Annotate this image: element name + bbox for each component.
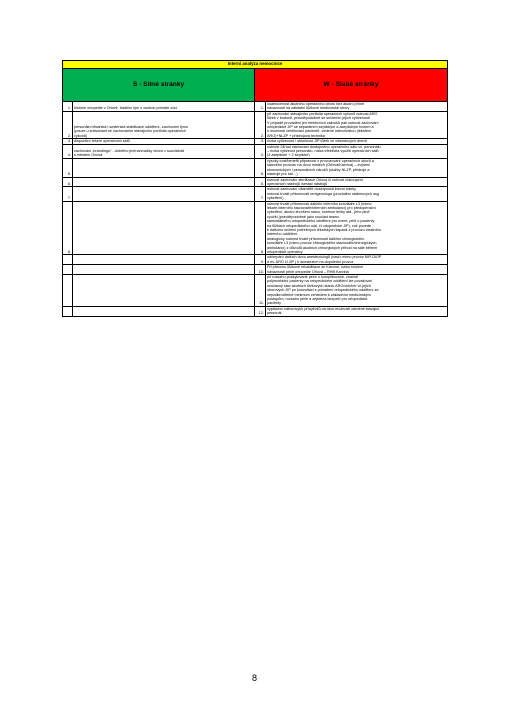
strength-number <box>63 275 73 307</box>
table-row <box>63 158 448 177</box>
page-number: 8 <box>251 673 257 683</box>
weakness-line: při rozsahu poskytované péče o komplikované, značně <box>267 275 359 280</box>
weakness-line: personál <box>267 311 282 316</box>
weakness-line: operačních nástrojů /sestav nástrojů <box>267 181 328 186</box>
strength-number: 3. <box>63 139 73 144</box>
weakness-number: 10. <box>255 265 266 275</box>
weakness-line: návaznosti na základní lůžkové medicínské obory <box>267 106 350 111</box>
weakness-text <box>266 111 448 138</box>
weakness-line: pacienty <box>267 301 281 306</box>
strength-text <box>73 158 255 177</box>
strength-number: 5. <box>63 158 73 177</box>
strength-line: historie ortopedie v Orlové, tradiční tým s osobou primáře odd. <box>74 106 178 111</box>
weakness-line: postupům, rozsahu péče a zejména bezpečí pro ortopedické <box>267 297 368 302</box>
weakness-line: analogicky nutnost trvalé přítomnosti dalšího chirurgického <box>267 236 365 241</box>
weakness-line: s možností ventilování pacientů -vedené intenzivistou (lékařem <box>267 129 372 134</box>
weakness-text <box>266 265 448 275</box>
strength-text <box>73 265 255 275</box>
weakness-line: ekonomických i personálních nároků (služby NLZP, přístroje a <box>267 167 370 172</box>
strength-line: (pouze u subvariant se zachováním stávajícího portfolia operačních <box>74 129 187 134</box>
weakness-line: (4 aseptické + 2 septické) <box>267 153 310 158</box>
weakness-number: 12. <box>255 306 266 316</box>
weakness-line: ortopedické operativy <box>267 250 303 254</box>
weakness-line: Při přesunu lůžkové rehabilitace do Karviné, riziko snížení <box>267 265 364 270</box>
strength-text <box>73 177 255 187</box>
table-row <box>63 255 448 265</box>
weakness-text <box>266 201 448 255</box>
table-row <box>63 187 448 201</box>
weakness-line: nutnost 24hod zachování dostupného operačního sálu vč. personálu <box>267 144 381 149</box>
weakness-text <box>266 306 448 316</box>
weakness-line: ambulancí) z důvodů akutních chirurgických příhod na sále během <box>267 245 378 250</box>
weakness-text <box>266 158 448 177</box>
weakness-number: 11. <box>255 275 266 307</box>
weakness-line: odčerpání dalších dvou anesteziologů (navíc mimo provoz NIP-DIOP <box>267 255 382 260</box>
strength-number: 2. <box>63 111 73 138</box>
weakness-line: oborových JIP po konzultaci s primářem ortopedického oddělení za <box>267 288 379 293</box>
weakness-text <box>266 187 448 201</box>
table-row <box>63 275 448 307</box>
weakness-line: samostatného ortopedického oddělení pro event. péči o pacienty <box>267 219 375 224</box>
weakness-line: vyšetření) <box>267 196 284 201</box>
weakness-number: 3. <box>255 139 266 144</box>
weakness-text <box>266 102 448 112</box>
swot-table <box>62 60 448 317</box>
weakness-line: vysoký cost/benefit připravost z provozování operačních oborů a <box>267 158 374 163</box>
weakness-text <box>266 255 448 265</box>
strength-text <box>73 144 255 158</box>
weakness-number: 7. <box>255 187 266 201</box>
weakness-line: vyšetření, akutní zhoršení stavu, korekce léčby atd., jeho plné <box>267 210 370 215</box>
weakness-text <box>266 275 448 307</box>
weakness-text <box>266 177 448 187</box>
strength-number <box>63 306 73 316</box>
weakness-line: nástroje pro sál…) <box>267 172 298 177</box>
strength-text <box>73 102 255 112</box>
weakness-line: lékaře interního stacionáře/interních ambulancí) pro předoperační <box>267 205 376 210</box>
swot-table-sheet <box>62 60 447 317</box>
strength-line: zachování „brandingu“ - dobrého jména/značky oboru v souvislosti <box>74 149 185 154</box>
strength-text <box>73 255 255 265</box>
weakness-line: vyplácení náborových příspěvků na úkor možnosti odměnit stávající <box>267 306 380 311</box>
table-row <box>63 111 448 138</box>
weakness-line: využití (pravděpodobně jako součást teamu <box>267 214 340 219</box>
strength-text <box>73 306 255 316</box>
weakness-line: osamocenost akutního operačního oboru bez akutní přímé <box>267 102 365 106</box>
weakness-line: lůžek v budově, pravděpodobně se snížením jejich vytíženosti <box>267 116 370 121</box>
weakness-number: 9. <box>255 255 266 265</box>
table-row <box>63 306 448 316</box>
strength-text <box>73 111 255 138</box>
strength-text <box>73 201 255 255</box>
weakness-number: 6. <box>255 177 266 187</box>
table-row <box>63 265 448 275</box>
strength-number: 6. <box>63 177 73 187</box>
strength-line: výkonů) <box>74 133 88 138</box>
weakness-line: nutnost zachování okamžité dostupnosti krevní banky <box>267 187 357 192</box>
weakness-line: ortopedické JIP se separátním septickým a aseptickým boxem a <box>267 125 374 130</box>
weakness-number: 1. <box>255 102 266 112</box>
weakness-number: 2. <box>255 111 266 138</box>
weakness-line: nutnost trvalé přítomnosti dalšího interního konziliáře L3 (mimo <box>267 201 372 206</box>
weakness-line: při zachování stávajícího portfolia operačních výkonů nutnost ARO <box>267 111 378 116</box>
strength-line: s městem Orlová <box>74 153 103 158</box>
weakness-line: V případě provádění jen elektivních zákroků pak nutnost zachování <box>267 120 379 125</box>
strength-number <box>63 265 73 275</box>
weakness-line: nepodkročitelné minimum vzhledem k základním medicínským <box>267 292 371 297</box>
weakness-number: 4. <box>255 144 266 158</box>
weakness-line: interního oddělení. <box>267 232 299 237</box>
weakness-line: konziliáře L3 (mimo provoz chirurgického stacionáře/chirurgických <box>267 241 377 246</box>
table-row <box>63 177 448 187</box>
strength-number: 8. <box>63 201 73 255</box>
weakness-line: současný stav akutních lůžkových stanic ARO/chir/int/ vč.jejich <box>267 283 371 288</box>
weakness-line: nízká vytíženost / obložnost JIP lůžek ve vikendových dnech <box>267 139 368 144</box>
strength-number <box>63 255 73 265</box>
weakness-line: na lůžkách ortopedického odd. či ortopedické JIP), což povede <box>267 223 372 228</box>
table-title: Interní analýza nemocnice <box>63 61 448 69</box>
table-row <box>63 144 448 158</box>
table-row <box>63 102 448 112</box>
weakness-number: 5. <box>255 158 266 177</box>
strength-number: 4. <box>63 144 73 158</box>
strengths-header: S - Silné stránky <box>63 69 255 102</box>
weakness-line: nutnost trvalé přítomnosti rentgenologa (provádění statimových usg <box>267 191 379 196</box>
weaknesses-header: W - Slabé stránky <box>255 69 448 102</box>
weakness-line: ARO)+NLZP + přístrojová technika <box>267 133 325 138</box>
weakness-line: sálového provozu na dvou místech (Orlová/Karviná) – zvýšení <box>267 163 371 168</box>
strength-text <box>73 187 255 201</box>
weakness-line: polymorbidní pacienty na ortopedickém oddělení lze považovat <box>267 279 372 284</box>
weakness-line: návaznosti péče ortopedie Orlová – RHB Karviná <box>267 269 349 274</box>
strength-number: 1. <box>63 102 73 112</box>
strength-number: 7. <box>63 187 73 201</box>
table-row <box>63 201 448 255</box>
strength-line: dispoziční řešení operačních sálů <box>74 139 130 144</box>
weakness-line: k dalšímu snížení potřebných lékařských kapacit z provozu vlastního <box>267 227 381 232</box>
weakness-line: a ev. ARO či JIP ) k anesteziím na dopolední provoz <box>267 259 354 264</box>
strength-line: personální lékařská i sesterská stabilizace oddělení- zachování týmu <box>74 125 189 130</box>
strength-text <box>73 275 255 307</box>
weakness-line: nutnost zachování sterilizace Orlová či nutnost dokoupení <box>267 177 363 182</box>
weakness-text <box>266 144 448 158</box>
weakness-line: – nízká vytížeost personálu, nízká efektivita využití operačních sálů <box>267 149 379 154</box>
weakness-number: 8. <box>255 201 266 255</box>
